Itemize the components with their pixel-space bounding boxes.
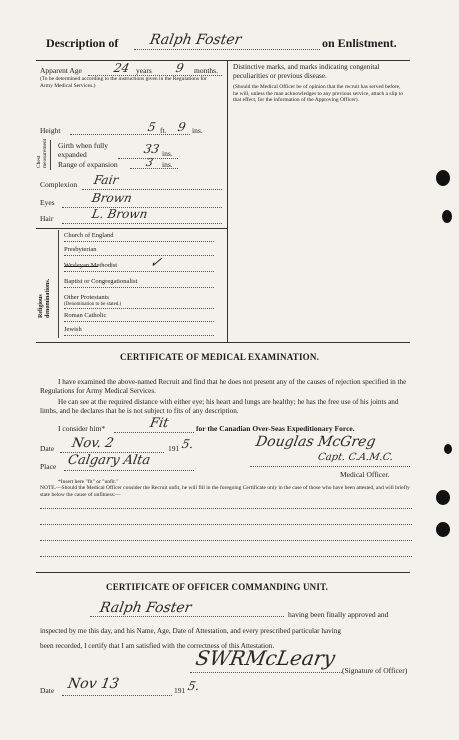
- religion-item: Jewish: [64, 326, 82, 333]
- punch-hole: [436, 490, 450, 505]
- religion-item: (Denomination to be stated.): [64, 302, 122, 307]
- eyes-value: Brown: [90, 191, 134, 205]
- medical-para-1: I have examined the above-named Recruit and find that he does not present any of the causes of rejection specified in the Regulations for Army Medical Services.: [40, 378, 407, 395]
- height-inches-value: 9: [176, 120, 187, 134]
- religion-item: Wesleyan Methodist: [64, 262, 118, 269]
- fitness-value: Fit: [148, 416, 170, 431]
- religion-item: Baptist or Congregationalist: [64, 278, 138, 285]
- commanding-line-2: inspected by me this day, and his Name, Age, Date of Attestation, and every prescribed particular having: [40, 627, 341, 635]
- years-label: years: [136, 66, 152, 75]
- chest-range-value: 3: [144, 156, 155, 169]
- commanding-officer-signature: SWRMcLeary: [193, 646, 338, 670]
- commanding-certificate-title: CERTIFICATE OF OFFICER COMMANDING UNIT.: [106, 582, 329, 592]
- chest-group-label: Chest measurement: [36, 138, 48, 168]
- height-ins-label: ins.: [192, 126, 203, 135]
- age-months-value: 9: [174, 61, 185, 75]
- apparent-age-label: Apparent Age: [40, 66, 82, 75]
- header-description-label: Description of: [46, 36, 119, 50]
- consider-post: for the Canadian Over-Seas Expeditionary Force.: [196, 424, 355, 433]
- religion-item: Presbyterian: [64, 246, 97, 253]
- strikeout-line: [64, 266, 98, 267]
- commanding-year-prefix: 191: [174, 686, 186, 695]
- medical-officer-signature: Douglas McGreg: [254, 434, 377, 450]
- medical-year-suffix: 5.: [180, 437, 195, 451]
- hair-value: L. Brown: [90, 207, 149, 221]
- consider-pre: I consider him*: [58, 424, 106, 433]
- complexion-label: Complexion: [40, 180, 78, 189]
- distinctive-marks-label: Distinctive marks, and marks indicating congenital peculiarities or previous disease.: [233, 63, 380, 80]
- height-label: Height: [40, 126, 61, 135]
- commanding-date-label: Date: [40, 686, 55, 695]
- medical-officer-label: Medical Officer.: [340, 470, 390, 479]
- punch-hole: [444, 444, 452, 454]
- header: [46, 32, 416, 52]
- commanding-date-value: Nov 13: [66, 676, 121, 692]
- medical-place-label: Place: [40, 462, 57, 471]
- chest-girth-unit: ins.: [162, 149, 173, 158]
- hair-label: Hair: [40, 214, 54, 223]
- religion-tick: ✓: [148, 255, 164, 271]
- religion-item: Other Protestants: [64, 294, 109, 301]
- complexion-value: Fair: [92, 173, 120, 187]
- age-years-value: 24: [112, 61, 131, 75]
- medical-year-prefix: 191: [168, 444, 180, 453]
- height-ft-label: ft.: [160, 126, 167, 135]
- religion-group-label: Religious denominations.: [38, 278, 51, 318]
- eyes-label: Eyes: [40, 198, 55, 207]
- header-enlistment-label: on Enlistment.: [322, 36, 397, 50]
- commanding-line-3: been recorded, I certify that I am satisfied with the correctness of this Attestation.: [40, 642, 275, 650]
- chest-range-label: Range of expansion: [58, 160, 118, 169]
- medical-insert-footnote: *Insert here "fit" or "unfit.": [58, 479, 119, 485]
- chest-girth-label: Girth when fully expanded: [58, 141, 108, 159]
- medical-place-value: Calgary Alta: [66, 453, 152, 468]
- distinctive-marks-note: (Should the Medical Officer be of opinion that the recruit has served before, he will, unless the man acknowledges to any previous service, attach a slip to that effect, for the information of the Approving Officer).: [233, 84, 403, 103]
- months-label: months.: [194, 66, 218, 75]
- medical-officer-rank: Capt. C.A.M.C.: [317, 452, 395, 463]
- medical-certificate-title: CERTIFICATE OF MEDICAL EXAMINATION.: [120, 352, 320, 362]
- punch-hole: [436, 170, 450, 186]
- chest-girth-value: 33: [142, 142, 161, 156]
- recruit-name: Ralph Foster: [148, 32, 243, 48]
- age-note: (To be determined according to the instructions given in the Regulations for Army Medical Services.): [40, 76, 207, 89]
- religion-item: Church of England: [64, 232, 114, 239]
- medical-date-value: Nov. 2: [70, 436, 115, 451]
- height-feet-value: 5: [146, 120, 157, 134]
- punch-hole: [436, 522, 450, 537]
- commanding-recruit-name: Ralph Foster: [98, 600, 193, 616]
- punch-hole: [442, 210, 452, 223]
- religion-item: Roman Catholic: [64, 312, 107, 319]
- medical-date-label: Date: [40, 444, 55, 453]
- commanding-signature-label: (Signature of Officer): [342, 666, 408, 675]
- medical-note: NOTE.—Should the Medical Officer consider the Recruit unfit, he will fill in the foregoing Certificate only in the case of those who have been attested, and will briefly state below the cause of unfitness:—: [40, 485, 410, 498]
- commanding-year-suffix: 5.: [186, 679, 201, 693]
- medical-para-2: He can see at the required distance with either eye; his heart and lungs are healthy; he has the free use of his joints and limbs, and he declares that he is not subject to fits of any description.: [40, 398, 399, 415]
- chest-range-unit: ins.: [162, 160, 173, 169]
- commanding-line-1-end: having been finally approved and: [288, 610, 389, 619]
